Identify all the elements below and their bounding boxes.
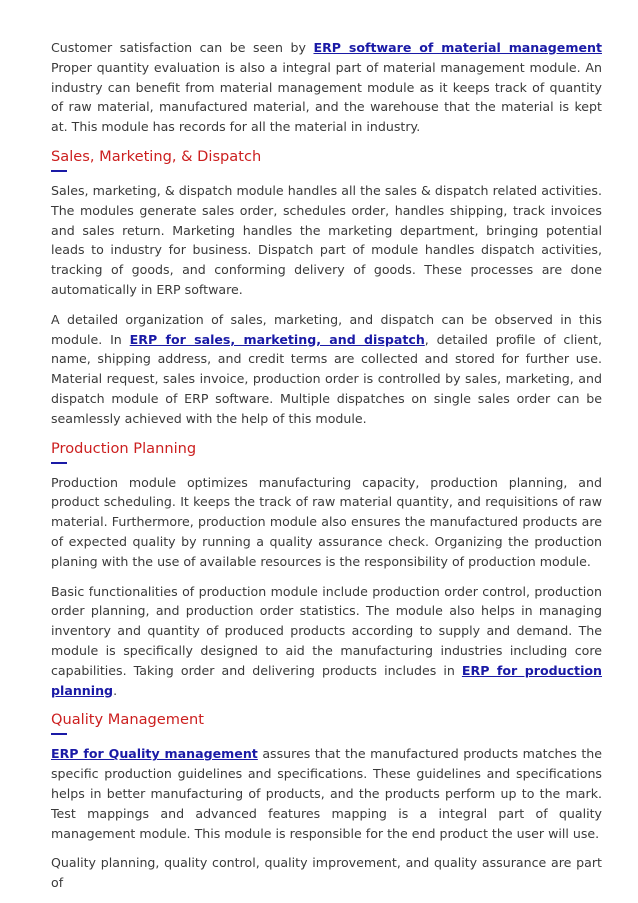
production-paragraph-1: Production module optimizes manufacturing capacity, production planning, and product scheduling. It keeps the track of raw material quantity, and requisitions of raw material. Furthermore, production module also ensures the manufactured products are of expected quality by running a quality assurance check. Organizing the production planing with the use of available resources is the responsibility of production module.	[51, 474, 602, 569]
intro-text-2: Proper quantity evaluation is also a integral part of material management module. An industry can benefit from material management module as it keeps track of quantity of raw material, manufactured material, and the warehouse that the material is kept at. This module has records for all the material in industry.	[51, 59, 602, 135]
production-paragraph-2	[51, 582, 602, 701]
production-erp-link[interactable]: ERP for production planning	[51, 662, 603, 698]
sales-heading-text: Sales, Marketing, & Dispatch	[51, 147, 262, 165]
intro-paragraph	[51, 38, 602, 137]
production-p2-text-1: Basic functionalities of production module include production order control, production order planning, and production order statistics. The module also helps in managing inventory and quantity of produced products according to supply and demand. The module is specifically designed to aid the manufacturing industries including core capabilities. Taking order and delivering products includes in	[51, 583, 602, 678]
heading-underline-accent	[51, 733, 67, 735]
quality-p1-text: assures that the manufactured products matches the specific production guidelines and specifications. These guidelines and specifications helps in better manufacturing of products, and the products perform up to the mark. Test mappings and advanced features mapping is a integral part of quality management module. This module is responsible for the end product the user will use.	[51, 746, 602, 841]
quality-paragraph-2: Quality planning, quality control, quality improvement, and quality assurance are part of	[51, 855, 602, 891]
material-management-link[interactable]: ERP software of material management	[313, 40, 602, 55]
sales-p2-text-1: A detailed organization of sales, marketing, and dispatch can be observed in this module. In	[51, 311, 602, 347]
quality-heading-text: Quality Management	[51, 711, 204, 729]
heading-underline-accent	[51, 170, 67, 172]
document-page	[51, 38, 602, 903]
sales-heading	[51, 147, 602, 167]
quality-erp-link[interactable]: ERP for Quality management	[51, 746, 258, 762]
sales-p2-text-2: , detailed profile of client, name, shipping address, and credit terms are collected and stored for further use. Material request, sales invoice, production order is controlled by sales, marketing, and dispatch module of ERP software. Multiple dispatches on single sales order can be seamlessly achieved with the help of this module.	[51, 331, 602, 426]
intro-text-1: Customer satisfaction can be seen by	[51, 40, 314, 55]
production-p2-text-2: .	[113, 682, 118, 698]
quality-paragraph-1	[51, 744, 602, 843]
heading-underline-accent	[51, 462, 67, 464]
sales-paragraph-1: Sales, marketing, & dispatch module handles all the sales & dispatch related activities. The modules generate sales order, schedules order, handles shipping, track invoices and sales return. Marketing handles the marketing department, bringing potential leads to industry for business. Dispatch part of module handles dispatch activities, tracking of goods, and conforming delivery of goods. These processes are done automatically in ERP software.	[51, 182, 602, 297]
sales-paragraph-2	[51, 310, 602, 429]
production-heading	[51, 439, 602, 459]
production-heading-text: Production Planning	[51, 439, 197, 457]
sales-erp-link[interactable]: ERP for sales, marketing, and dispatch	[129, 331, 425, 347]
quality-heading	[51, 710, 602, 730]
